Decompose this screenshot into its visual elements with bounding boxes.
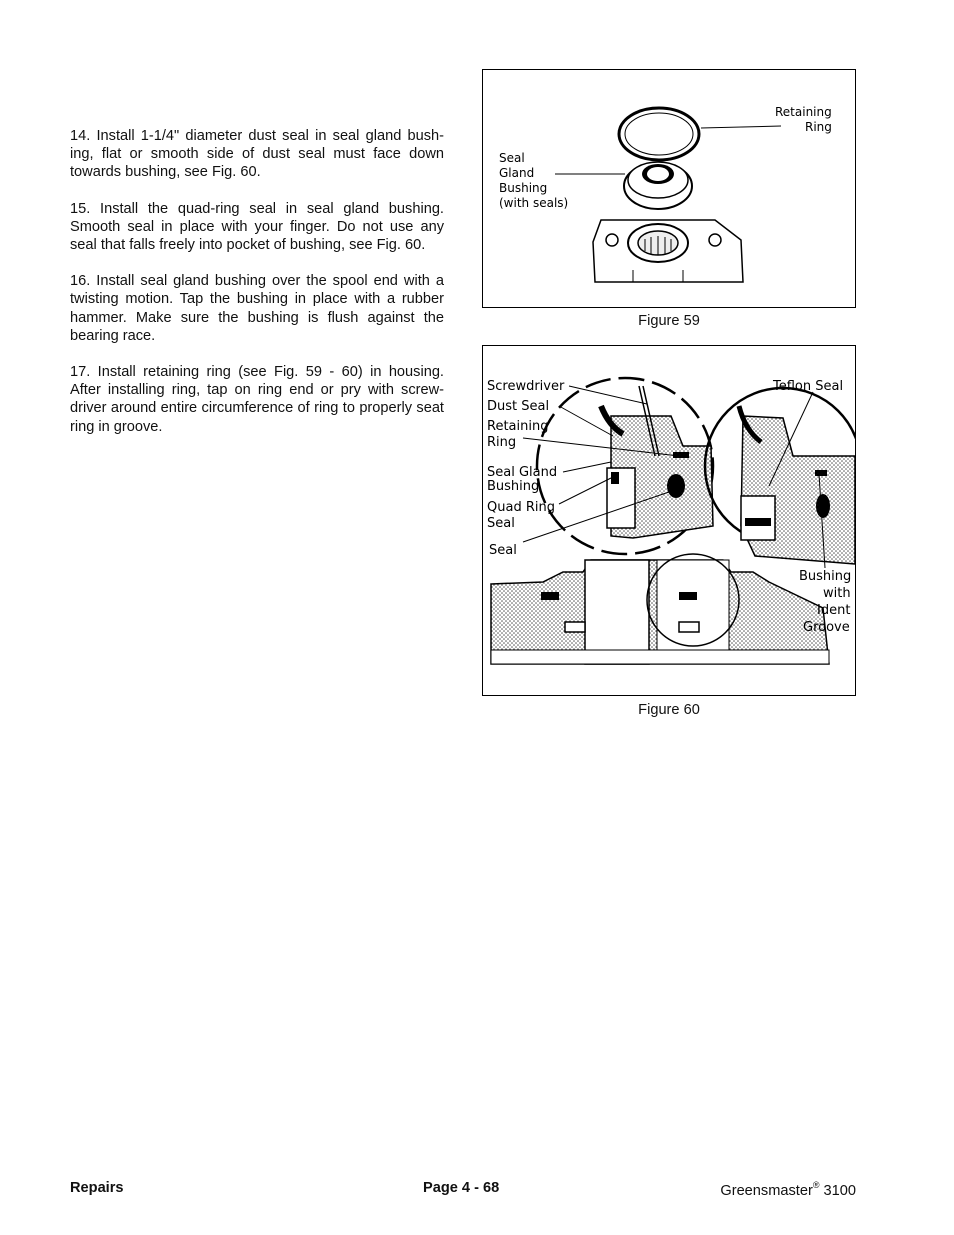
figure-59-drawing xyxy=(483,70,855,307)
label-retaining: Retaining xyxy=(487,419,549,434)
label-quad-ring: Quad Ring xyxy=(487,500,555,515)
label-bushing: Bushing xyxy=(487,479,540,494)
figure-59-illustration xyxy=(482,69,856,308)
label-teflon-seal: Teflon Seal xyxy=(773,379,844,394)
footer-section: Repairs xyxy=(70,1180,124,1196)
label-with-seals: (with seals) xyxy=(499,196,569,210)
label-screwdriver: Screwdriver xyxy=(487,379,565,394)
footer-page-number: Page 4 - 68 xyxy=(423,1180,500,1196)
figure-59-caption: Figure 59 xyxy=(638,313,700,329)
instruction-steps xyxy=(70,127,444,454)
label-quad-seal: Seal xyxy=(487,516,515,531)
figure-60-caption: Figure 60 xyxy=(638,702,700,718)
product-model: 3100 xyxy=(823,1183,856,1199)
label-dust-seal: Dust Seal xyxy=(487,399,550,414)
step-15: 15. Install the quad-ring seal in seal gland bushing. Smooth seal in place with your finger. Do not use any seal that falls freely into pocket of bushing, see Fig. 60. xyxy=(70,200,444,254)
step-14: 14. Install 1-1/4" diameter dust seal in seal gland bush-ing, flat or smooth side of dust seal must face down towards bushing, see Fig. 60. xyxy=(70,128,444,181)
label-ring: Ring xyxy=(805,120,832,134)
step-17: 17. Install retaining ring (see Fig. 59 - 60) in housing. After installing ring, tap on ring end or pry with screw-driver around entire circumference of ring to properly seat ring in groove. xyxy=(70,364,444,435)
label-bushing: Bushing xyxy=(499,181,548,195)
label-seal-gland: Seal Gland xyxy=(487,465,558,480)
label-seal: Seal xyxy=(489,543,517,558)
label-ring: Ring xyxy=(487,435,517,450)
footer-product xyxy=(720,1180,856,1199)
label-gland: Gland xyxy=(499,166,535,180)
label-retaining: Retaining xyxy=(775,105,832,119)
figure-60-drawing xyxy=(483,346,855,695)
label-seal: Seal xyxy=(499,151,525,165)
label-with: with xyxy=(823,586,851,601)
product-name: Greensmaster xyxy=(720,1183,813,1199)
registered-mark: ® xyxy=(812,1180,820,1190)
step-16: 16. Install seal gland bushing over the spool end with a twisting motion. Tap the bushing in place with a rubber hammer. Make sure the bushing is flush against the bearing race. xyxy=(70,273,444,344)
label-ident: Ident xyxy=(817,603,851,618)
label-groove: Groove xyxy=(803,620,850,635)
label-bushing-groove: Bushing xyxy=(799,569,852,584)
figure-60-illustration xyxy=(482,345,856,696)
